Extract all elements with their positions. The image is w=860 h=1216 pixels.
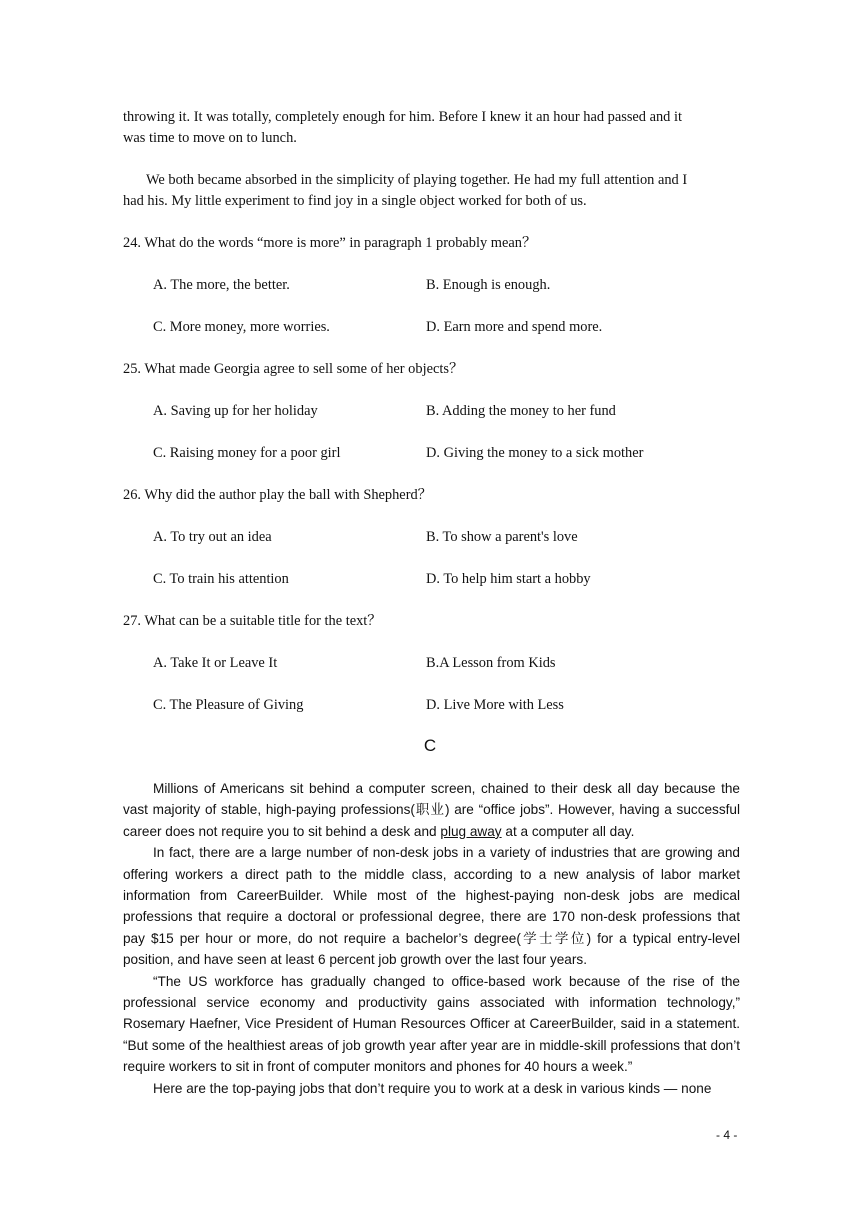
question-24-option-a: A. The more, the better. [153,277,290,293]
question-27-option-c: C. The Pleasure of Giving [153,697,304,713]
intro-paragraph-line: had his. My little experiment to find joy in a single object worked for both of us. [123,193,587,209]
section-c-paragraph-1 [123,778,740,842]
question-25-option-b: B. Adding the money to her fund [426,403,616,419]
question-25-option-d: D. Giving the money to a sick mother [426,445,644,461]
question-27-option-d: D. Live More with Less [426,697,564,713]
underlined-phrase: plug away [440,823,502,839]
question-27-stem: 27. What can be a suitable title for the text？ [123,613,382,629]
page-number: - 4 - [716,1128,738,1142]
question-25-stem: 25. What made Georgia agree to sell some of her objects？ [123,361,464,377]
intro-paragraph-line: throwing it. It was totally, completely enough for him. Before I knew it an hour had passed and it [123,109,682,125]
question-26-stem: 26. Why did the author play the ball with Shepherd？ [123,487,433,503]
question-26-option-c: C. To train his attention [153,571,289,587]
section-c-paragraph-2: In fact, there are a large number of non-desk jobs in a variety of industries that are growing and offering workers a direct path to the middle class, according to a new analysis of labor market information from CareerBuilder. While most of the highest-paying non-desk jobs are medical professions that require a doctoral or professional degree, there are 170 non-desk professions that pay $15 per hour or more, do not require a bachelor’s degree(学士学位) for a typical entry-level position, and have seen at least 6 percent job growth over the last four years. [123,845,740,968]
question-26-option-d: D. To help him start a hobby [426,571,591,587]
intro-paragraph-line: was time to move on to lunch. [123,130,297,146]
paragraph-text: Millions of Americans sit behind a computer screen, chained to their desk all day because the vast majority of stable, high-paying professions(职业) are “office jobs”. However, having a successful career does not require you to sit behind a desk and [123,781,740,839]
question-25-option-a: A. Saving up for her holiday [153,403,318,419]
paragraph-text: at a computer all day. [501,823,635,839]
question-26-option-b: B. To show a parent's love [426,529,578,545]
question-24-option-d: D. Earn more and spend more. [426,319,603,335]
question-26-option-a: A. To try out an idea [153,529,272,545]
question-27-option-a: A. Take It or Leave It [153,655,278,671]
question-27-option-b: B.A Lesson from Kids [426,655,556,671]
question-24-option-c: C. More money, more worries. [153,319,330,335]
section-c-paragraph-4: Here are the top-paying jobs that don’t require you to work at a desk in various kinds — none [153,1080,712,1096]
question-24-stem: 24. What do the words “more is more” in paragraph 1 probably mean？ [123,235,537,251]
section-c-paragraph-3: “The US workforce has gradually changed to office-based work because of the rise of the professional service economy and productivity gains associated with information technology,” Rosemary Haefner, Vice President of Human Resources Officer at CareerBuilder, said in a statement. “But some of the healthiest areas of job growth year after year are in middle-skill professions that don’t require workers to sit in front of computer monitors and phones for 40 hours a week.” [123,973,740,1075]
section-heading: C [423,736,437,755]
question-24-option-b: B. Enough is enough. [426,277,551,293]
question-25-option-c: C. Raising money for a poor girl [153,445,341,461]
intro-paragraph-line: We both became absorbed in the simplicity of playing together. He had my full attention and I [146,172,688,188]
section-c-body [123,778,740,1099]
